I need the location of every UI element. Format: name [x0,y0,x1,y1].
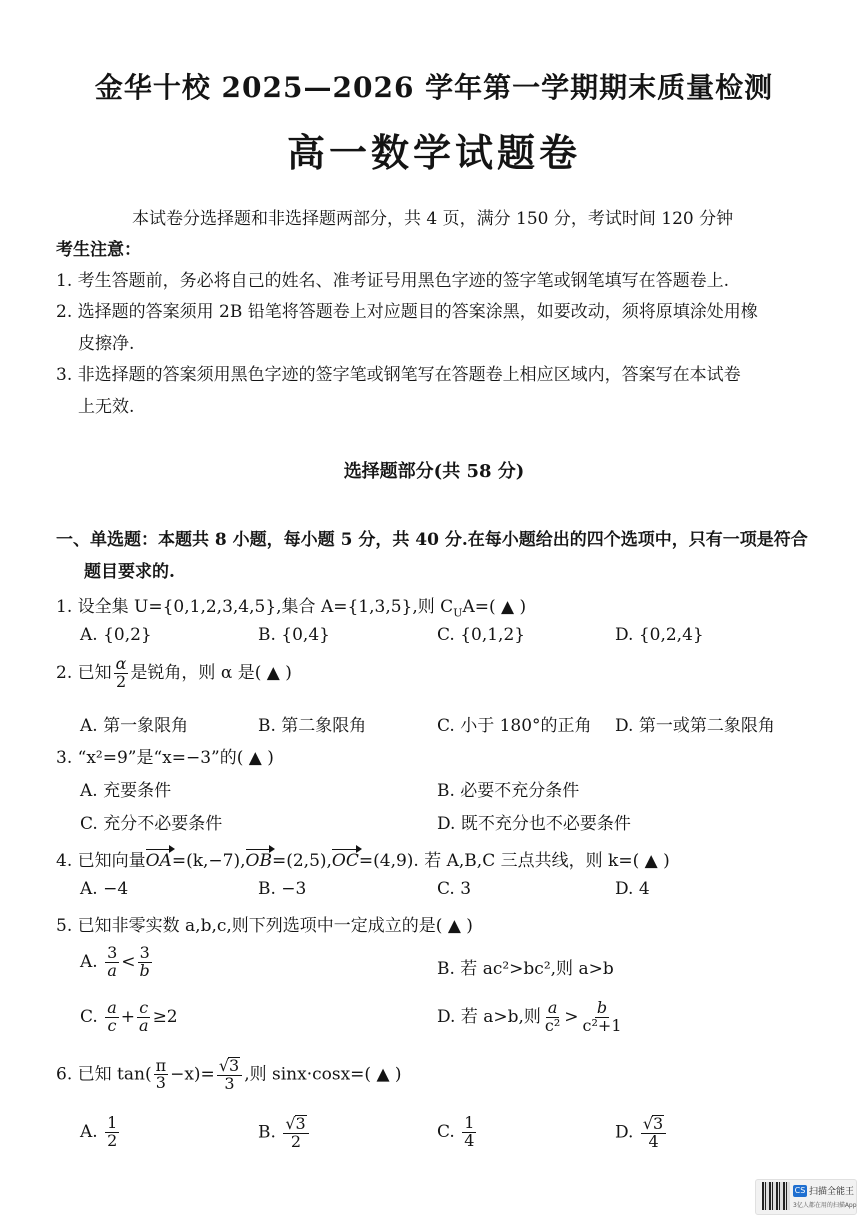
fraction-numerator: √3 [217,1057,242,1076]
fraction-denominator: b [139,960,150,980]
watermark-name: 扫描全能王 [809,1187,855,1197]
fraction-denominator: a [107,960,117,980]
fraction-numerator: 3 [107,943,118,962]
question-2-post: 是锐角，则 α 是( ▲ ) [130,662,292,683]
option-label: A. [80,1121,98,1142]
option-label: C. [437,1121,455,1142]
q6-option-b [258,1115,311,1151]
question-6 [56,1057,402,1093]
fraction-denominator: 2 [107,1130,118,1150]
fraction-denominator: 2 [115,671,127,691]
q6-option-a [80,1115,121,1150]
part-instruction-cont: 题目要求的. [84,562,175,582]
question-3: 3. “x²=9”是“x=−3”的( ▲ ) [56,748,274,768]
question-1-subscript: U [453,606,463,620]
option-label: B. [258,1122,276,1143]
q6-option-c [437,1115,478,1150]
question-6-pre: 6. 已知 tan( [56,1064,152,1085]
fraction-numerator: √3 [283,1115,308,1134]
vector-oc: OC [331,851,359,871]
question-5: 5. 已知非零实数 a,b,c,则下列选项中一定成立的是( ▲ ) [56,916,473,936]
fraction-numerator: 3 [139,943,150,962]
q6-option-d [615,1115,668,1151]
qr-code-icon [762,1182,790,1210]
fraction-denominator: c [107,1015,117,1035]
fraction-denominator: 4 [648,1131,659,1151]
notice-item-3: 3. 非选择题的答案须用黑色字迹的签字笔或钢笔写在答题卷上相应区域内，答案写在本试卷 [56,365,741,385]
fraction-denominator: 3 [155,1073,166,1093]
sqrt-radicand: 3 [295,1114,306,1133]
q5-option-d [437,1000,626,1035]
option-label: A. [80,951,98,972]
fraction-numerator: π [155,1055,167,1075]
exam-intro: 本试卷分选择题和非选择题两部分，共 4 页，满分 150 分，考试时间 120 分钟 [132,209,734,229]
notice-item-1: 1. 考生答题前，务必将自己的姓名、准考证号用黑色字迹的签字笔或钢笔填写在答题卷上. [56,271,730,291]
question-4-mid1: =(k,−7), [171,851,246,871]
fraction-denominator: c² [544,1015,561,1035]
notice-item-3-cont: 上无效. [78,397,135,417]
question-6-post: ,则 sinx·cosx=( ▲ ) [244,1064,402,1085]
fraction-numerator: c [139,998,149,1017]
operator: + [120,1006,136,1027]
fraction-numerator: √3 [641,1115,666,1134]
q3-option-b: B. 必要不充分条件 [437,781,580,801]
question-4 [56,846,670,871]
q3-option-c: C. 充分不必要条件 [80,814,223,834]
exam-title: 金华十校 2025—2026 学年第一学期期末质量检测 [94,71,774,104]
q4-option-d: D. 4 [615,879,650,899]
vector-oa: OA [145,851,172,871]
question-6-mid: −x)= [170,1064,215,1085]
q2-option-c: C. 小于 180°的正角 [437,716,592,736]
q4-option-b: B. −3 [258,879,307,899]
question-4-mid2: =(2,5), [271,851,332,871]
q3-option-a: A. 充要条件 [80,781,172,801]
q5-option-a [80,945,154,980]
vector-ob: OB [245,851,272,871]
option-label: C. [80,1006,98,1027]
sqrt-radicand: 3 [229,1056,240,1075]
fraction-denominator: c²+1 [582,1015,622,1035]
question-2-pre: 2. 已知 [56,662,112,683]
inequality-tail: ≥2 [152,1006,178,1027]
notice-item-2-cont: 皮擦净. [78,334,135,354]
notice-heading: 考生注意： [56,240,141,260]
fraction-numerator: α [115,654,127,673]
exam-subtitle: 高一数学试题卷 [286,130,581,175]
sqrt-radicand: 3 [653,1114,664,1133]
operator: > [564,1006,579,1027]
q2-option-d: D. 第一或第二象限角 [615,716,775,736]
q1-option-d: D. {0,2,4} [615,625,704,645]
section-title: 选择题部分(共 58 分) [343,461,525,482]
q5-option-c [80,1000,178,1035]
question-1 [56,592,526,619]
fraction-numerator: 1 [464,1113,475,1132]
question-4-pre: 4. 已知向量 [56,851,146,871]
part-instruction: 一、单选题：本题共 8 小题，每小题 5 分，共 40 分.在每小题给出的四个选项中，只有一项是符合 [56,530,808,550]
fraction-numerator: a [107,998,117,1017]
fraction-denominator: a [139,1015,149,1035]
q2-option-b: B. 第二象限角 [258,716,367,736]
fraction-numerator: b [596,998,608,1017]
q4-option-c: C. 3 [437,879,472,899]
question-2 [56,656,292,691]
fraction-denominator: 3 [224,1073,235,1093]
q4-option-a: A. −4 [80,879,129,899]
q3-option-d: D. 既不充分也不必要条件 [437,814,631,834]
question-1-stem-tail: A=( ▲ ) [462,597,527,617]
camscanner-logo-icon: CS [794,1186,806,1195]
q1-option-c: C. {0,1,2} [437,625,526,645]
fraction-numerator: 1 [107,1113,118,1132]
q1-option-b: B. {0,4} [258,625,330,645]
q2-option-a: A. 第一象限角 [80,716,189,736]
option-label: D. [615,1122,634,1143]
fraction-numerator: a [547,998,558,1017]
q5-option-b: B. 若 ac²>bc²,则 a>b [437,959,614,979]
option-prefix: D. 若 a>b,则 [437,1006,541,1027]
notice-item-2: 2. 选择题的答案须用 2B 铅笔将答题卷上对应题目的答案涂黑，如要改动，须将原填涂处用橡 [56,302,758,322]
fraction-denominator: 2 [290,1131,302,1151]
watermark-subtitle: 3亿人都在用的扫描App [793,1202,857,1209]
question-4-post: =(4,9). 若 A,B,C 三点共线，则 k=( ▲ ) [358,851,670,871]
question-1-stem: 1. 设全集 U={0,1,2,3,4,5},集合 A={1,3,5},则 C [56,597,454,617]
q1-option-a: A. {0,2} [80,625,152,645]
fraction-denominator: 4 [464,1130,475,1150]
operator: < [121,951,136,972]
question-2-fraction [114,656,129,691]
